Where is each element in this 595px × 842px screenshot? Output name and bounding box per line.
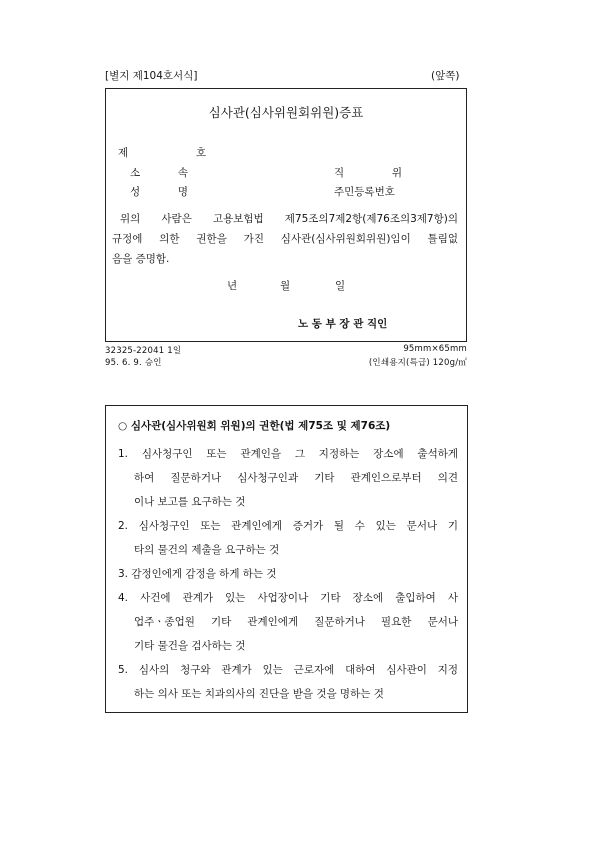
authority-item-1-line-2: 하여 질문하거나 심사청구인과 기타 관계인으로부터 의견 — [134, 472, 458, 484]
authority-item-1-line-3: 이나 보고를 요구하는 것 — [134, 496, 246, 508]
form-code: 32325-22041 1일 — [105, 346, 182, 356]
name-label: 성 명 — [130, 186, 188, 198]
page-side-label: (앞쪽) — [431, 70, 460, 82]
authority-item-2-line-2: 타의 물건의 제출을 요구하는 것 — [134, 544, 280, 556]
form-number: [별지 제104호서식] — [105, 70, 198, 82]
affiliation-label: 소 속 — [130, 167, 188, 179]
card-size: 95mm×65mm — [403, 344, 467, 354]
resident-number-label: 주민등록번호 — [334, 186, 395, 198]
authority-item-2-line-1: 2. 심사청구인 또는 관계인에게 증거가 될 수 있는 문서나 기 — [118, 520, 458, 532]
certify-line-1: 위의 사람은 고용보험법 제75조의7제2항(제76조의3제7항)의 — [120, 213, 458, 225]
authority-item-4-line-3: 기타 물건을 검사하는 것 — [134, 640, 246, 652]
authority-heading: ○ 심사관(심사위원회 위원)의 권한(법 제75조 및 제76조) — [118, 420, 391, 432]
approval-date: 95. 6. 9. 승인 — [105, 358, 162, 368]
card-title: 심사관(심사위원회위원)증표 — [208, 105, 364, 120]
number-label: 제 — [118, 147, 129, 159]
number-suffix: 호 — [196, 147, 207, 159]
certify-line-3: 음을 증명함. — [112, 253, 170, 265]
authority-item-5-line-1: 5. 심사의 청구와 관계가 있는 근로자에 대하여 심사관이 지정 — [118, 664, 458, 676]
position-label: 직 위 — [334, 167, 402, 179]
paper-spec: (인쇄용지(특급) 120g/㎡ — [368, 358, 467, 368]
date-year: 년 — [227, 280, 238, 292]
id-card-front — [105, 88, 467, 342]
certify-line-2: 규정에 의한 권한을 가진 심사관(심사위원회위원)임이 틀림없 — [112, 233, 458, 245]
date-day: 일 — [335, 280, 346, 292]
authority-item-1-line-1: 1. 심사청구인 또는 관계인을 그 지정하는 장소에 출석하게 — [118, 448, 458, 460]
date-month: 월 — [280, 280, 291, 292]
authority-item-4-line-2: 업주ㆍ종업원 기타 관계인에게 질문하거나 필요한 문서나 — [134, 616, 458, 628]
authority-box — [105, 405, 468, 713]
authority-item-5-line-2: 하는 의사 또는 치과의사의 진단을 받을 것을 명하는 것 — [134, 688, 384, 700]
authority-item-4-line-1: 4. 사건에 관계가 있는 사업장이나 기타 장소에 출입하여 사 — [118, 592, 458, 604]
authority-item-3-line-1: 3. 감정인에게 감정을 하게 하는 것 — [118, 568, 277, 580]
issuer-seal: 노 동 부 장 관 직인 — [298, 318, 388, 330]
